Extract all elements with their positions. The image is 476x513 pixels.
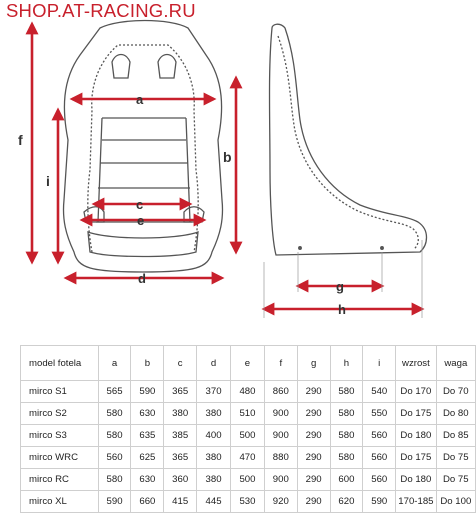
label-d: d bbox=[138, 271, 146, 286]
table-cell: Do 170 bbox=[396, 381, 436, 403]
table-cell: 365 bbox=[164, 447, 197, 469]
table-cell: 170-185 bbox=[396, 491, 436, 513]
table-cell: 290 bbox=[297, 469, 330, 491]
table-cell: 550 bbox=[363, 403, 396, 425]
table-cell: 590 bbox=[98, 491, 131, 513]
label-h: h bbox=[338, 302, 346, 317]
table-cell: 400 bbox=[197, 425, 231, 447]
table-cell: 560 bbox=[363, 469, 396, 491]
table-cell: 500 bbox=[231, 425, 265, 447]
table-cell: 590 bbox=[363, 491, 396, 513]
table-row bbox=[21, 403, 476, 425]
col-header: wzrost bbox=[396, 346, 436, 381]
table-cell: 880 bbox=[264, 447, 297, 469]
table-cell: 290 bbox=[297, 403, 330, 425]
table-cell: 540 bbox=[363, 381, 396, 403]
table-cell: 385 bbox=[164, 425, 197, 447]
table-cell: 630 bbox=[131, 403, 164, 425]
model-name-cell: mirco S2 bbox=[21, 403, 99, 425]
table-cell: 415 bbox=[164, 491, 197, 513]
table-cell: 580 bbox=[330, 447, 363, 469]
table-cell: 560 bbox=[363, 447, 396, 469]
site-url[interactable]: SHOP.AT-RACING.RU bbox=[6, 0, 196, 21]
label-e: e bbox=[137, 213, 145, 228]
table-cell: 380 bbox=[197, 403, 231, 425]
table-row bbox=[21, 447, 476, 469]
table-cell: 530 bbox=[231, 491, 265, 513]
table-cell: 560 bbox=[98, 447, 131, 469]
table-cell: Do 175 bbox=[396, 403, 436, 425]
col-header: a bbox=[98, 346, 131, 381]
table-cell: 900 bbox=[264, 469, 297, 491]
table-cell: 565 bbox=[98, 381, 131, 403]
label-i: i bbox=[46, 173, 50, 189]
label-c: c bbox=[136, 197, 144, 212]
model-name-cell: mirco RC bbox=[21, 469, 99, 491]
table-cell: 380 bbox=[197, 469, 231, 491]
table-cell: 370 bbox=[197, 381, 231, 403]
table-cell: 620 bbox=[330, 491, 363, 513]
table-cell: 380 bbox=[164, 403, 197, 425]
table-cell: 600 bbox=[330, 469, 363, 491]
table-cell: 445 bbox=[197, 491, 231, 513]
seat-specs-table bbox=[20, 345, 476, 513]
table-row bbox=[21, 469, 476, 491]
label-g: g bbox=[336, 279, 344, 294]
table-cell: 590 bbox=[131, 381, 164, 403]
model-name-cell: mirco S3 bbox=[21, 425, 99, 447]
seat-front-view bbox=[63, 21, 222, 273]
table-cell: 580 bbox=[98, 425, 131, 447]
table-cell: 580 bbox=[330, 381, 363, 403]
table-cell: 900 bbox=[264, 403, 297, 425]
col-header: model fotela bbox=[21, 346, 99, 381]
table-cell: 580 bbox=[98, 469, 131, 491]
col-header: e bbox=[231, 346, 265, 381]
table-cell: 470 bbox=[231, 447, 265, 469]
table-cell: 380 bbox=[197, 447, 231, 469]
model-name-cell: mirco S1 bbox=[21, 381, 99, 403]
table-cell: 580 bbox=[330, 403, 363, 425]
col-header: d bbox=[197, 346, 231, 381]
table-cell: Do 175 bbox=[396, 447, 436, 469]
table-cell: 290 bbox=[297, 447, 330, 469]
table-row bbox=[21, 425, 476, 447]
table-cell: 510 bbox=[231, 403, 265, 425]
col-header: c bbox=[164, 346, 197, 381]
table-cell: Do 75 bbox=[436, 469, 475, 491]
table-cell: Do 85 bbox=[436, 425, 475, 447]
table-cell: 630 bbox=[131, 469, 164, 491]
table-cell: 560 bbox=[363, 425, 396, 447]
table-cell: 290 bbox=[297, 491, 330, 513]
table-cell: 290 bbox=[297, 425, 330, 447]
table-cell: Do 75 bbox=[436, 447, 475, 469]
table-cell: 500 bbox=[231, 469, 265, 491]
table-cell: 580 bbox=[98, 403, 131, 425]
table-cell: 290 bbox=[297, 381, 330, 403]
table-body bbox=[21, 381, 476, 513]
col-header: i bbox=[363, 346, 396, 381]
table-cell: 900 bbox=[264, 425, 297, 447]
label-a: a bbox=[136, 92, 144, 107]
table-cell: 365 bbox=[164, 381, 197, 403]
seat-side-view bbox=[270, 24, 427, 255]
table-cell: Do 100 bbox=[436, 491, 475, 513]
table-cell: 480 bbox=[231, 381, 265, 403]
model-name-cell: mirco XL bbox=[21, 491, 99, 513]
table-header-row bbox=[21, 346, 476, 381]
table-cell: Do 70 bbox=[436, 381, 475, 403]
table-cell: 360 bbox=[164, 469, 197, 491]
label-b: b bbox=[223, 149, 232, 165]
model-name-cell: mirco WRC bbox=[21, 447, 99, 469]
table-cell: 635 bbox=[131, 425, 164, 447]
label-f: f bbox=[18, 132, 23, 148]
col-header: f bbox=[264, 346, 297, 381]
table-cell: 580 bbox=[330, 425, 363, 447]
table-cell: 625 bbox=[131, 447, 164, 469]
table-cell: 860 bbox=[264, 381, 297, 403]
col-header: b bbox=[131, 346, 164, 381]
table-row bbox=[21, 381, 476, 403]
table-cell: 660 bbox=[131, 491, 164, 513]
table-row bbox=[21, 491, 476, 513]
table-cell: Do 80 bbox=[436, 403, 475, 425]
table-cell: 920 bbox=[264, 491, 297, 513]
table-cell: Do 180 bbox=[396, 469, 436, 491]
col-header: h bbox=[330, 346, 363, 381]
col-header: waga bbox=[436, 346, 475, 381]
col-header: g bbox=[297, 346, 330, 381]
table-cell: Do 180 bbox=[396, 425, 436, 447]
